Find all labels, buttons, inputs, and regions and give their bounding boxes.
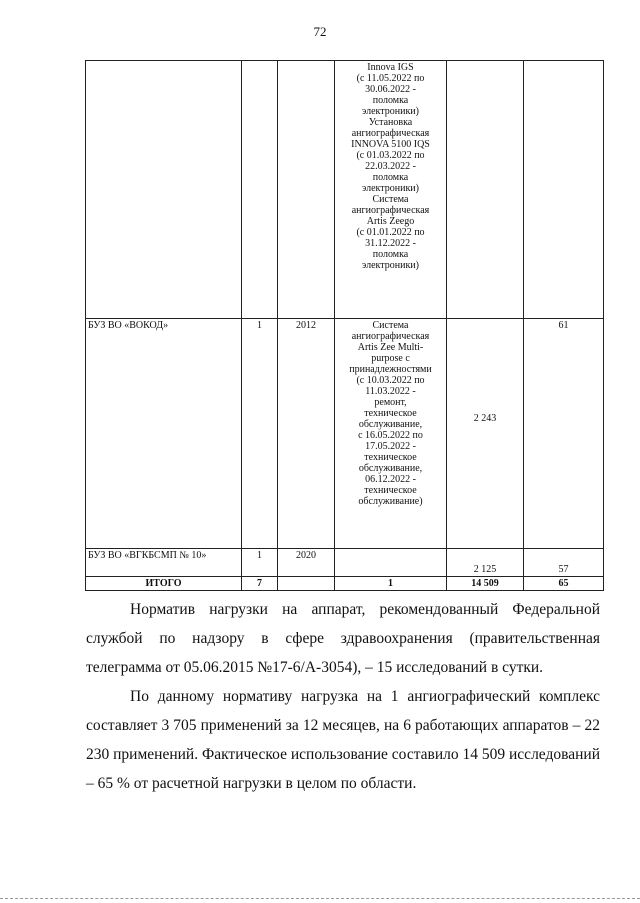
equipment-line: электроники) (361, 260, 419, 271)
percent-cell (524, 61, 604, 319)
equipment-line: техническое (364, 408, 417, 419)
equipment-line: 17.05.2022 - (365, 441, 416, 452)
equipment-cell (335, 319, 447, 549)
equipment-line: поломка (372, 249, 409, 260)
table-row (86, 319, 604, 549)
year-cell: 2012 (278, 319, 335, 549)
equipment-line: ангиографическая (351, 205, 430, 216)
facilities-table (85, 60, 604, 591)
equipment-line: ремонт, (374, 397, 407, 408)
equipment-line: электроники) (361, 106, 419, 117)
equipment-line: Artis Zee Multi- (357, 342, 424, 353)
paragraph-text: Норматив нагрузки на аппарат, рекомендованный Федеральной службой по надзору в сфере здравоохранения (правительственная телеграмма от 05.06.2015 №17-6/А-3054), – 15 исследований в сутки. (86, 601, 600, 676)
equipment-line: 30.06.2022 - (365, 84, 416, 95)
paragraph-text: По данному нормативу нагрузка на 1 ангиографический комплекс составляет 3 705 применений за 12 месяцев, на 6 работающих аппаратов – 22 230 применений. Фактическое использование составило 14 509 исследований – 65 % от расчетной нагрузки в целом по области. (86, 688, 600, 792)
equipment-line: техническое (364, 452, 417, 463)
equipment-line: электроники) (361, 183, 419, 194)
equipment-line: INNOVA 5100 IQS (351, 139, 430, 150)
value-cell (447, 61, 524, 319)
equipment-line: Система (372, 194, 409, 205)
equipment-line: 06.12.2022 - (365, 474, 416, 485)
paragraph (86, 682, 600, 798)
equipment-line: поломка (372, 95, 409, 106)
value-cell: 2 243 (447, 319, 524, 549)
paragraph (86, 595, 600, 682)
equipment-line: с 16.05.2022 по (358, 430, 423, 441)
equipment-line: Установка (368, 117, 413, 128)
equipment-line: (с 01.01.2022 по (356, 227, 425, 238)
equipment-line: обслуживание, (358, 419, 423, 430)
page-bottom-edge (0, 898, 640, 900)
equipment-line: обслуживание, (358, 463, 423, 474)
count-cell (242, 61, 278, 319)
org-cell: БУЗ ВО «ВОКОД» (86, 319, 242, 549)
equipment-line: Innova IGS (367, 62, 414, 73)
equipment-line: принадлежностями (349, 364, 432, 375)
equipment-line: 22.03.2022 - (365, 161, 416, 172)
equipment-cell (335, 549, 447, 577)
equipment-line: ангиографическая (351, 128, 430, 139)
equipment-line: (с 11.05.2022 по (356, 73, 425, 84)
year-cell: 2020 (278, 549, 335, 577)
page-number: 72 (313, 24, 327, 39)
equipment-line: (с 01.03.2022 по (356, 150, 425, 161)
equipment-line: Система (372, 320, 409, 331)
equipment-cell (335, 61, 447, 319)
equipment-line: ангиографическая (351, 331, 430, 342)
count-cell: 1 (242, 549, 278, 577)
total-count: 7 (242, 577, 278, 591)
equipment-line: 31.12.2022 - (365, 238, 416, 249)
org-cell: БУЗ ВО «ВГКБСМП № 10» (86, 549, 242, 577)
year-cell (278, 61, 335, 319)
total-year (278, 577, 335, 591)
count-cell: 1 (242, 319, 278, 549)
percent-cell: 61 (524, 319, 604, 549)
equipment-line: 11.03.2022 - (365, 386, 416, 397)
equipment-line: purpose с (371, 353, 410, 364)
total-label: ИТОГО (86, 577, 242, 591)
equipment-line: Artis Zeego (366, 216, 415, 227)
equipment-line: (с 10.03.2022 по (356, 375, 425, 386)
total-equipment: 1 (335, 577, 447, 591)
table-row (86, 549, 604, 577)
equipment-line: техническое (364, 485, 417, 496)
total-row (86, 577, 604, 591)
value-cell: 2 125 (447, 549, 524, 577)
total-value: 14 509 (447, 577, 524, 591)
percent-cell: 57 (524, 549, 604, 577)
equipment-line: обслуживание) (358, 496, 423, 507)
total-percent: 65 (524, 577, 604, 591)
table-row (86, 61, 604, 319)
equipment-line: поломка (372, 172, 409, 183)
org-cell (86, 61, 242, 319)
